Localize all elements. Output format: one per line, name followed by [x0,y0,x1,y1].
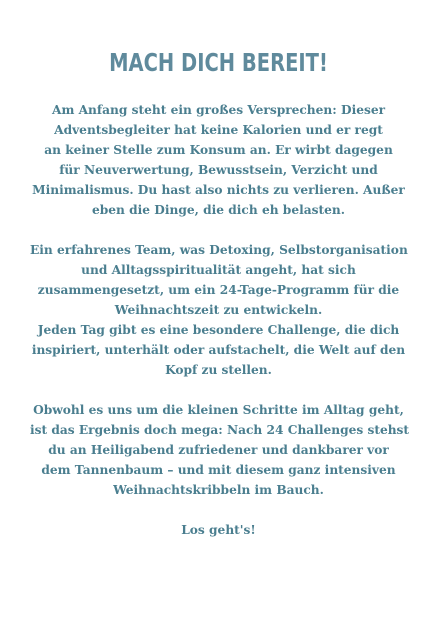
page-title: MACH DICH BEREIT! [109,48,328,77]
text-line: inspiriert, unterhält oder aufstachelt, die Welt auf den [31,343,406,357]
closing-line: Los geht's! [181,523,256,537]
paragraph-gap [30,500,407,520]
text-line: an keiner Stelle zum Konsum an. Er wirbt dagegen [44,143,393,157]
text-line: ist das Ergebnis doch mega: Nach 24 Challenges stehst [30,423,410,437]
text-line: Am Anfang steht ein großes Versprechen: Dieser [51,103,386,117]
text-line: Weihnachtskribbeln im Bauch. [113,483,324,497]
text-line: du an Heiligabend zufriedener und dankbarer vor [48,443,389,457]
paragraph-closing [30,520,407,540]
body-text [30,100,410,540]
paragraph-team [30,240,407,380]
paragraph-gap [30,380,407,400]
text-line: für Neuverwertung, Bewusstsein, Verzicht und [59,163,378,177]
paragraph-gap [30,220,407,240]
text-line: Ein erfahrenes Team, was Detoxing, Selbstorganisation [30,243,408,257]
text-line: Minimalismus. Du hast also nichts zu verlieren. Außer [32,183,405,197]
text-line: Weihnachtszeit zu entwickeln. [114,303,323,317]
text-line: Obwohl es uns um die kleinen Schritte im Alltag geht, [33,403,404,417]
text-line: zusammengesetzt, um ein 24-Tage-Programm für die [37,283,400,297]
paragraph-intro [30,100,407,220]
text-line: eben die Dinge, die dich eh belasten. [92,203,345,217]
paragraph-result [30,400,410,500]
text-line: und Alltagsspiritualität angeht, hat sich [81,263,356,277]
text-line: dem Tannenbaum – und mit diesem ganz intensiven [41,463,396,477]
text-line: Jeden Tag gibt es eine besondere Challenge, die dich [37,323,400,337]
text-line: Kopf zu stellen. [165,363,272,377]
text-line: Adventsbegleiter hat keine Kalorien und er regt [54,123,383,137]
